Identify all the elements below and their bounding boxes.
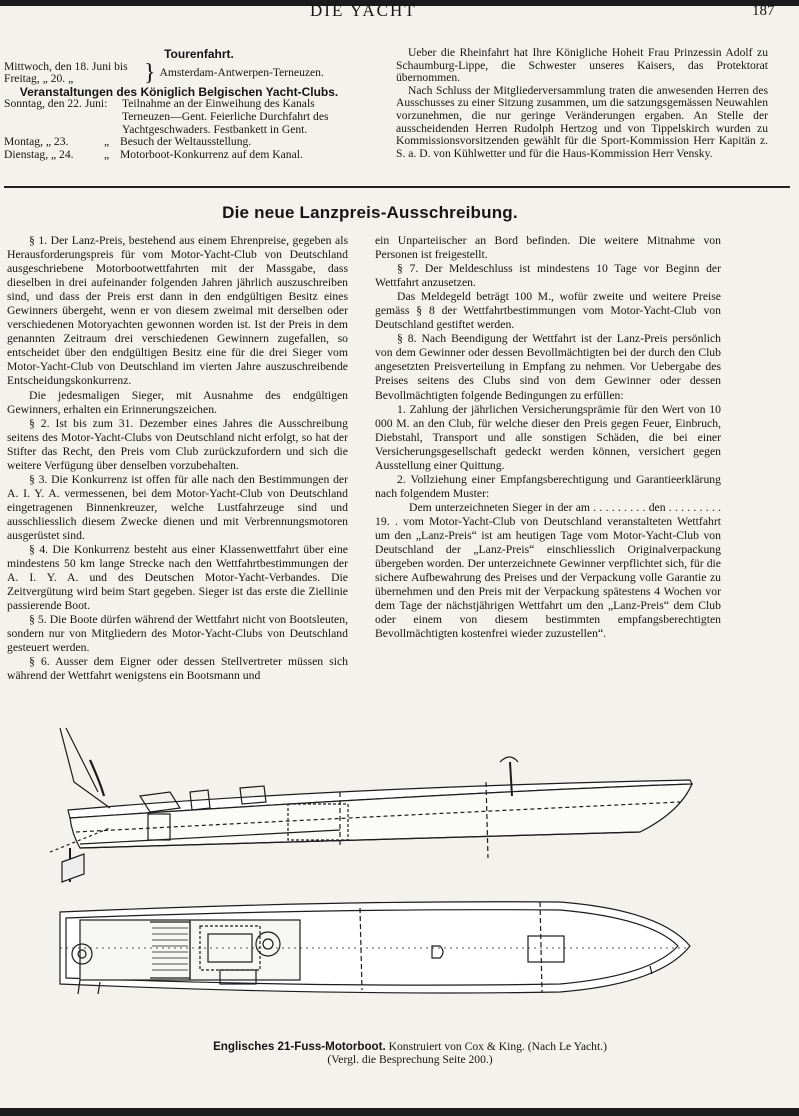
- article-paragraph: 2. Vollziehung einer Empfangsberechtigung und Garantieerklärung nach folgendem Muster:: [375, 472, 721, 500]
- article-column-left: [7, 234, 348, 684]
- event-row: [4, 149, 354, 162]
- bottom-rule: [0, 1108, 799, 1116]
- section-divider: [4, 186, 790, 188]
- article-paragraph: ein Unparteiischer an Bord befinden. Die weitere Mitnahme von Personen ist freigestellt.: [375, 234, 721, 262]
- tour-route: Amsterdam-Antwerpen-Terneuzen.: [159, 65, 324, 79]
- article-paragraph: 1. Zahlung der jährlichen Versicherungsprämie für den Wert von 10 000 M. an den Club, für welche dieser den Preis gegen Feuer, Einbruch, Diebstahl, Transport und alle sonstigen Schäden, die bei einer Versicherungsgesellschaft gedeckt werden können, versichert gegen Ausstellung einer Quittung.: [375, 402, 721, 472]
- event-ditto: „: [104, 135, 110, 149]
- event-ditto: „: [104, 147, 110, 161]
- boat-plan-drawing: [40, 722, 740, 1042]
- figure-caption: [150, 1040, 670, 1066]
- article-paragraph: § 1. Der Lanz-Preis, bestehend aus einem Ehrenpreise, gegeben als Herausforderungspreis für vom Motor-Yacht-Club von Deutschland ausgeschriebene Motorbootwettfahrten mit der Massgabe, dass dieselben in drei aufeinander folgenden Jahren jährlich auszuschreiben sind, und dass der Preis erst dann in den endgültigen Besitz eines Gewinners übergeht, wenn er von diesem zweimal mit derselben oder verschiedenen Motoryachten gewonnen worden ist. Ist der Preis in dem genannten Zeitraum drei verschiedenen Gewinnern zugefallen, so entscheidet über den endgültigen Besitz eine für die drei Sieger vom Motor-Yacht-Club von Deutschland im vierten Jahre auszuschreibende Entscheidungskonkurrenz.: [7, 234, 348, 388]
- meeting-report: [396, 47, 768, 160]
- article-paragraph: § 3. Die Konkurrenz ist offen für alle nach den Bestimmungen der A. I. Y. A. vermessenen, bei dem Motor-Yacht-Club von Deutschland eingetragenen Binnenkreuzer, welche Lustfahrzeuge sind und ausschliesslich diesem Zwecke dienen und mit Verbrennungsmotoren ausgerüstet sind.: [7, 472, 348, 542]
- article-paragraph: § 7. Der Meldeschluss ist mindestens 10 Tage vor Beginn der Wettfahrt anzusetzen.: [375, 262, 721, 290]
- event-row: [4, 136, 354, 149]
- caption-title: Englisches 21-Fuss-Motorboot.: [213, 1040, 386, 1053]
- event-text: Besuch der Weltausstellung.: [120, 135, 252, 149]
- schedule-block: [4, 48, 354, 161]
- article-title: Die neue Lanzpreis-Ausschreibung.: [222, 203, 518, 222]
- tour-heading: Tourenfahrt.: [164, 47, 234, 61]
- article-paragraph: § 4. Die Konkurrenz besteht aus einer Klassenwettfahrt über eine mindestens 50 km lange Strecke nach den Wettfahrtbestimmungen der A. I. Y. A. und des Deutschen Motor-Yacht-Verbandes. Die Zeitvergütung wird beim Start gegeben. Sieger ist das erste die Ziellinie passierende Boot.: [7, 543, 348, 613]
- article-column-right: [375, 234, 721, 641]
- running-title: DIE YACHT: [310, 1, 417, 20]
- event-day: Montag, „ 23.: [4, 135, 69, 149]
- caption-reference: (Vergl. die Besprechung Seite 200.): [327, 1053, 493, 1066]
- page-number: 187: [752, 3, 775, 19]
- event-day: Sonntag, den 22. Juni:: [4, 97, 108, 111]
- side-elevation: [50, 728, 692, 882]
- event-row: [4, 98, 354, 136]
- tour-dates-row: [4, 61, 354, 86]
- tour-date-line: Freitag, „ 20. „: [4, 72, 74, 86]
- article-paragraph: Dem unterzeichneten Sieger in der am . . . . . . . . . den . . . . . . . . . 19. . vom Motor-Yacht-Club von Deutschland veranstalteten Wettfahrt um den „Lanz-Preis“ ist am heutigen Tage vom Motor-Yacht-Club von Deutschland der „Lanz-Preis“ einschliesslich Originalverpackung übergeben worden. Der unterzeichnete Gewinner verpflichtet sich, für die sichere Aufbewahrung des Preises und der Verpackung volle Garantie zu übernehmen und den Preis mit der Verpackung spätestens 4 Wochen vor dem Tage der nächstjährigen Wettfahrt um den „Lanz-Preis“ dem Club oder einem von diesem bestimmten empfangsberechtigten Bevollmächtigten kostenfrei wieder zuzustellen“.: [375, 500, 721, 641]
- report-paragraph: Nach Schluss der Mitgliederversammlung traten die anwesenden Herren des Ausschusses zu einer Sitzung zusammen, um die satzungsgemässen Neuwahlen vorzunehmen, die nur geringe Veränderungen ergaben. An Stelle der ausscheidenden Herren Rudolph Hertzog und von Tippelskirch wurden zu Kommissionsvorsitzenden gewählt für die Sport-Kommission Herr Kapitän z. S. a. D. von Kühlwetter und für die Haus-Kommission Herr Vensky.: [396, 83, 768, 160]
- event-text: Motorboot-Konkurrenz auf dem Kanal.: [120, 147, 303, 161]
- article-paragraph: § 2. Ist bis zum 31. Dezember eines Jahres die Ausschreibung seitens des Motor-Yacht-Clubs von Deutschland nicht erfolgt, so hat der Stifter das Recht, den Preis vom Club zurückzufordern und sich die weitere Verfügung über denselben vorzubehalten.: [7, 416, 348, 472]
- event-text: Teilnahme an der Einweihung des Kanals Terneuzen—Gent. Feierliche Durchfahrt des Yachtgeschwaders. Festbankett in Gent.: [122, 97, 329, 136]
- tour-dates: [4, 61, 144, 86]
- event-day: Dienstag, „ 24.: [4, 147, 74, 161]
- article-paragraph: Die jedesmaligen Sieger, mit Ausnahme des endgültigen Gewinners, erhalten ein Erinnerungszeichen.: [7, 388, 348, 416]
- article-paragraph: § 5. Die Boote dürfen während der Wettfahrt nicht von Bootsleuten, sondern nur von Mitgliedern des Motor-Yacht-Clubs von Deutschland gesteuert werden.: [7, 613, 348, 655]
- plan-view: [60, 902, 690, 994]
- article-paragraph: § 8. Nach Beendigung der Wettfahrt ist der Lanz-Preis persönlich von dem Gewinner oder dessen Bevollmächtigten bei der durch den Club angesetzten Preisverteilung in Empfang zu nehmen. Vor Uebergabe des Preises seitens des Clubs sind von dem Gewinner oder dessen Bevollmächtigten folgende Bedingungen zu erfüllen:: [375, 332, 721, 402]
- article-paragraph: § 6. Ausser dem Eigner oder dessen Stellvertreter müssen sich während der Wettfahrt wenigstens ein Bootsmann und: [7, 655, 348, 683]
- belgian-heading: Veranstaltungen des Königlich Belgischen Yacht-Clubs.: [19, 84, 339, 99]
- caption-credit: Konstruiert von Cox & King. (Nach Le Yacht.): [388, 1040, 607, 1053]
- report-paragraph: Ueber die Rheinfahrt hat Ihre Königliche Hoheit Frau Prinzessin Adolf zu Schaumburg-Lippe, die Schwester unseres Kaisers, das Protektorat übernommen.: [396, 46, 768, 85]
- brace-icon: }: [144, 60, 156, 87]
- article-paragraph: Das Meldegeld beträgt 100 M., wofür zweite und weitere Preise gemäss § 8 der Wettfahrtbestimmungen vom Motor-Yacht-Club von Deutschland gestiftet werden.: [375, 290, 721, 332]
- tour-date-line: Mittwoch, den 18. Juni bis: [4, 59, 128, 73]
